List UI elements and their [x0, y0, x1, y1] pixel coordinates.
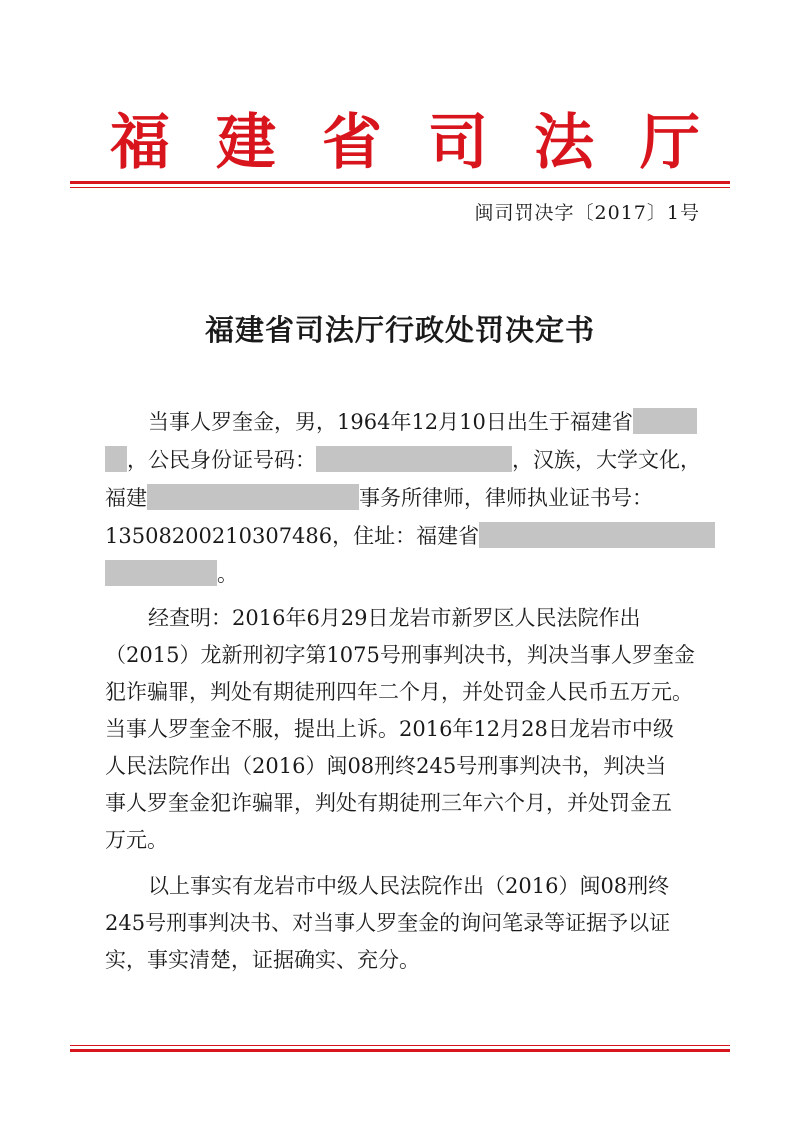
- party-info-text: 事务所律师，律师执业证书号：: [359, 486, 653, 510]
- letterhead-char: 司: [428, 108, 488, 178]
- letterhead-title: [110, 108, 700, 178]
- footer-rule-thick: [70, 1049, 730, 1052]
- findings-line: 当事人罗奎金不服，提出上诉。2016年12月28日龙岩市中级: [105, 717, 674, 741]
- findings-line: 万元。: [105, 828, 168, 852]
- document-title: 福建省司法厅行政处罚决定书: [204, 313, 595, 347]
- letterhead-char: 省: [322, 108, 382, 178]
- party-info-text: ，汉族，大学文化，: [512, 448, 701, 472]
- evidence-line: 245号刑事判决书、对当事人罗奎金的询问笔录等证据予以证: [105, 911, 671, 935]
- findings-line: （2015）龙新刑初字第1075号刑事判决书，判决当事人罗奎金: [105, 643, 695, 667]
- findings-line: 事人罗奎金犯诈骗罪，判处有期徒刑三年六个月，并处罚金五: [105, 791, 672, 815]
- evidence-line: 以上事实有龙岩市中级人民法院作出（2016）闽08刑终: [148, 874, 670, 898]
- redaction-block: [633, 408, 697, 434]
- letterhead-rule-thin: [70, 187, 730, 188]
- party-info-text: 福建: [105, 486, 147, 510]
- party-info-text: 当事人罗奎金，男，1964年12月10日出生于福建省: [148, 410, 633, 434]
- letterhead-char: 法: [534, 108, 594, 178]
- party-info-line: [105, 442, 701, 478]
- party-info-text: 13508200210307486，住址：福建省: [105, 524, 480, 548]
- letterhead-char: 建: [216, 108, 276, 178]
- redaction-block: [105, 446, 127, 472]
- letterhead-char: 厅: [640, 108, 700, 178]
- letterhead-rule-thick: [70, 181, 730, 184]
- document-number: 闽司罚决字〔2017〕1号: [474, 202, 700, 224]
- redaction-block: [316, 446, 512, 472]
- party-info-line: [148, 404, 697, 440]
- redaction-block: [147, 484, 359, 510]
- findings-line: 经查明：2016年6月29日龙岩市新罗区人民法院作出: [148, 606, 641, 630]
- party-info-text: ，公民身份证号码：: [127, 448, 316, 472]
- redaction-block: [479, 522, 715, 548]
- letterhead-char: 福: [110, 108, 170, 178]
- party-info-text: 。: [217, 562, 238, 586]
- findings-line: 人民法院作出（2016）闽08刑终245号刑事判决书，判决当: [105, 754, 667, 778]
- evidence-line: 实，事实清楚，证据确实、充分。: [105, 948, 420, 972]
- party-info-line: [105, 556, 238, 592]
- party-info-line: [105, 480, 653, 516]
- redaction-block: [105, 560, 217, 586]
- party-info-line: [105, 518, 715, 554]
- findings-line: 犯诈骗罪，判处有期徒刑四年二个月，并处罚金人民币五万元。: [105, 680, 693, 704]
- footer-rule-thin: [70, 1045, 730, 1046]
